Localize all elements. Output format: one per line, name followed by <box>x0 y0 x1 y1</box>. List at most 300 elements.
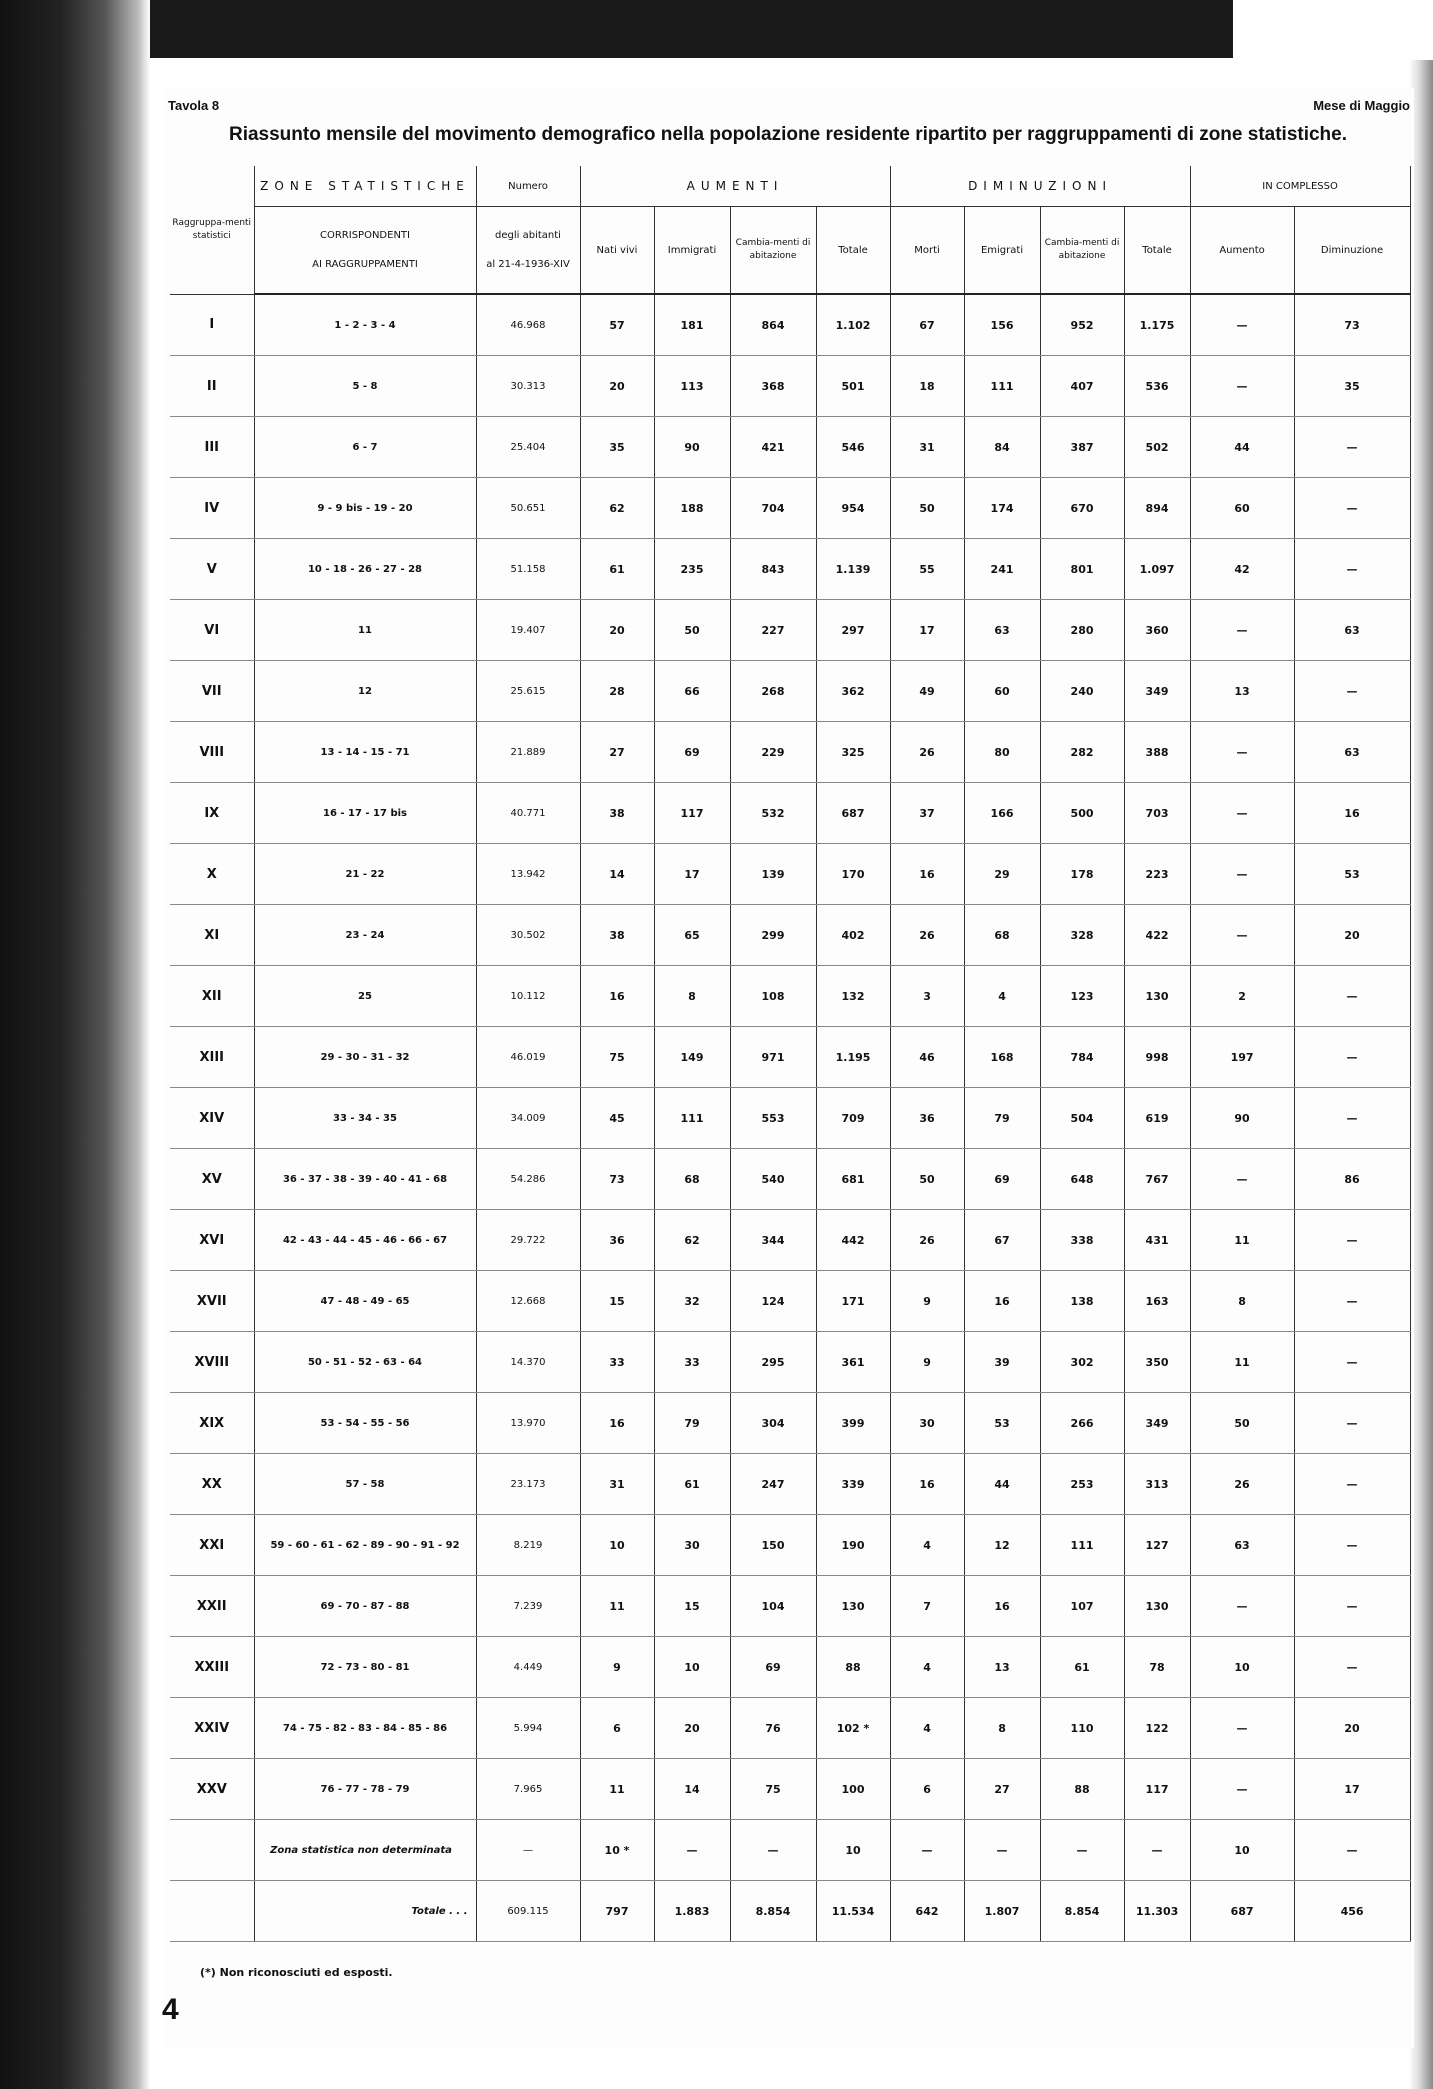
cell-row-label: VIII <box>170 722 254 783</box>
cell-immigrati: — <box>654 1820 730 1881</box>
table-row <box>170 783 1410 844</box>
cell-totale-aumenti: 442 <box>816 1210 890 1271</box>
cell-aumento: 10 <box>1190 1820 1294 1881</box>
cell-population: 12.668 <box>476 1271 580 1332</box>
cell-totale-aumenti: 709 <box>816 1088 890 1149</box>
cell-immigrati: 68 <box>654 1149 730 1210</box>
cell-aumento: — <box>1190 1698 1294 1759</box>
table-row <box>170 1027 1410 1088</box>
cell-population: 50.651 <box>476 478 580 539</box>
cell-emigrati: 13 <box>964 1637 1040 1698</box>
cell-immigrati: 69 <box>654 722 730 783</box>
cell-morti: 642 <box>890 1881 964 1942</box>
cell-totale-aumenti: 954 <box>816 478 890 539</box>
table-row <box>170 1454 1410 1515</box>
cell-row-label: XVI <box>170 1210 254 1271</box>
cell-totale-aumenti: 402 <box>816 905 890 966</box>
cell-immigrati: 1.883 <box>654 1881 730 1942</box>
cell-diminuzione: — <box>1294 417 1410 478</box>
cell-cambi-aumenti: 124 <box>730 1271 816 1332</box>
cell-cambi-aumenti: 150 <box>730 1515 816 1576</box>
cell-zone-list: 72 - 73 - 80 - 81 <box>254 1637 476 1698</box>
document-page <box>162 88 1414 2048</box>
cell-morti: — <box>890 1820 964 1881</box>
cell-morti: 67 <box>890 294 964 356</box>
cell-diminuzione: — <box>1294 1271 1410 1332</box>
cell-immigrati: 15 <box>654 1576 730 1637</box>
scan-paper-corner <box>1233 0 1433 100</box>
col-zone-bc <box>254 207 476 295</box>
cell-zone-list: 74 - 75 - 82 - 83 - 84 - 85 - 86 <box>254 1698 476 1759</box>
cell-cambi-aumenti: 344 <box>730 1210 816 1271</box>
cell-immigrati: 32 <box>654 1271 730 1332</box>
cell-totale-aumenti: 102 * <box>816 1698 890 1759</box>
cell-totale-aumenti: 10 <box>816 1820 890 1881</box>
cell-morti: 26 <box>890 905 964 966</box>
cell-totale-diminuzioni: 122 <box>1124 1698 1190 1759</box>
cell-population: 19.407 <box>476 600 580 661</box>
col-zone-b: CORRISPONDENTI <box>320 230 410 241</box>
group-diminuzioni: DIMINUZIONI <box>890 166 1190 207</box>
cell-row-label: XXIV <box>170 1698 254 1759</box>
cell-row-label: I <box>170 294 254 356</box>
cell-morti: 18 <box>890 356 964 417</box>
cell-morti: 46 <box>890 1027 964 1088</box>
table-row <box>170 1332 1410 1393</box>
cell-emigrati: 80 <box>964 722 1040 783</box>
cell-totale-diminuzioni: 619 <box>1124 1088 1190 1149</box>
cell-aumento: 90 <box>1190 1088 1294 1149</box>
cell-row-label: XVIII <box>170 1332 254 1393</box>
cell-emigrati: 39 <box>964 1332 1040 1393</box>
cell-totale-aumenti: 546 <box>816 417 890 478</box>
cell-aumento: — <box>1190 356 1294 417</box>
cell-diminuzione: — <box>1294 1454 1410 1515</box>
table-row <box>170 1088 1410 1149</box>
cell-cambi-diminuzioni: 282 <box>1040 722 1124 783</box>
cell-immigrati: 111 <box>654 1088 730 1149</box>
table-row <box>170 417 1410 478</box>
cell-morti: 50 <box>890 1149 964 1210</box>
cell-totale-diminuzioni: 703 <box>1124 783 1190 844</box>
cell-cambi-aumenti: 971 <box>730 1027 816 1088</box>
cell-immigrati: 61 <box>654 1454 730 1515</box>
scan-border-left <box>0 0 150 2089</box>
cell-cambi-diminuzioni: 110 <box>1040 1698 1124 1759</box>
cell-zone-list: 1 - 2 - 3 - 4 <box>254 294 476 356</box>
cell-aumento: — <box>1190 844 1294 905</box>
cell-zone-list: 5 - 8 <box>254 356 476 417</box>
cell-row-label: XXI <box>170 1515 254 1576</box>
cell-nati-vivi: 20 <box>580 356 654 417</box>
cell-zone-list: 13 - 14 - 15 - 71 <box>254 722 476 783</box>
cell-aumento: — <box>1190 600 1294 661</box>
table-row <box>170 600 1410 661</box>
col-morti: Morti <box>890 207 964 295</box>
cell-diminuzione: — <box>1294 1576 1410 1637</box>
cell-nati-vivi: 33 <box>580 1332 654 1393</box>
cell-cambi-diminuzioni: 328 <box>1040 905 1124 966</box>
cell-aumento: — <box>1190 294 1294 356</box>
cell-totale-aumenti: 11.534 <box>816 1881 890 1942</box>
table-row <box>170 1515 1410 1576</box>
cell-cambi-diminuzioni: 107 <box>1040 1576 1124 1637</box>
cell-row-label: XXII <box>170 1576 254 1637</box>
cell-diminuzione: 20 <box>1294 905 1410 966</box>
cell-nati-vivi: 10 <box>580 1515 654 1576</box>
cell-cambi-diminuzioni: 648 <box>1040 1149 1124 1210</box>
cell-population: 46.968 <box>476 294 580 356</box>
table-row <box>170 905 1410 966</box>
cell-nati-vivi: 45 <box>580 1088 654 1149</box>
cell-nati-vivi: 797 <box>580 1881 654 1942</box>
col-numero-a: Numero <box>476 166 580 207</box>
cell-row-label: X <box>170 844 254 905</box>
col-aumento: Aumento <box>1190 207 1294 295</box>
cell-population: 30.502 <box>476 905 580 966</box>
cell-cambi-aumenti: 704 <box>730 478 816 539</box>
cell-zone-list: 11 <box>254 600 476 661</box>
cell-cambi-diminuzioni: 302 <box>1040 1332 1124 1393</box>
cell-population: 14.370 <box>476 1332 580 1393</box>
cell-row-label: VII <box>170 661 254 722</box>
cell-population: 54.286 <box>476 1149 580 1210</box>
cell-diminuzione: — <box>1294 1515 1410 1576</box>
cell-cambi-aumenti: 69 <box>730 1637 816 1698</box>
cell-population: 34.009 <box>476 1088 580 1149</box>
month-label: Mese di Maggio <box>1313 98 1410 113</box>
cell-totale-aumenti: 1.195 <box>816 1027 890 1088</box>
cell-diminuzione: 456 <box>1294 1881 1410 1942</box>
cell-row-label: V <box>170 539 254 600</box>
col-cambi-a: Cambia-menti di abitazione <box>730 207 816 295</box>
cell-totale-diminuzioni: 78 <box>1124 1637 1190 1698</box>
cell-emigrati: 84 <box>964 417 1040 478</box>
cell-diminuzione: — <box>1294 1332 1410 1393</box>
table-row <box>170 1698 1410 1759</box>
cell-nati-vivi: 14 <box>580 844 654 905</box>
cell-zone-list: 50 - 51 - 52 - 63 - 64 <box>254 1332 476 1393</box>
cell-cambi-aumenti: 368 <box>730 356 816 417</box>
table-row <box>170 356 1410 417</box>
cell-immigrati: 149 <box>654 1027 730 1088</box>
cell-row-label: XIII <box>170 1027 254 1088</box>
demographic-table <box>170 166 1411 1942</box>
cell-cambi-aumenti: 8.854 <box>730 1881 816 1942</box>
cell-zone-list: 57 - 58 <box>254 1454 476 1515</box>
cell-nati-vivi: 73 <box>580 1149 654 1210</box>
footnote: (*) Non riconosciuti ed esposti. <box>200 1966 393 1979</box>
cell-emigrati: 241 <box>964 539 1040 600</box>
cell-zone-list: Totale . . . <box>254 1881 476 1942</box>
cell-cambi-aumenti: 295 <box>730 1332 816 1393</box>
cell-totale-diminuzioni: 536 <box>1124 356 1190 417</box>
cell-aumento: — <box>1190 1149 1294 1210</box>
cell-emigrati: 16 <box>964 1576 1040 1637</box>
cell-aumento: 63 <box>1190 1515 1294 1576</box>
cell-emigrati: 174 <box>964 478 1040 539</box>
cell-diminuzione: 73 <box>1294 294 1410 356</box>
cell-aumento: 687 <box>1190 1881 1294 1942</box>
cell-cambi-diminuzioni: 504 <box>1040 1088 1124 1149</box>
cell-cambi-diminuzioni: 500 <box>1040 783 1124 844</box>
cell-diminuzione: — <box>1294 1210 1410 1271</box>
cell-totale-diminuzioni: 360 <box>1124 600 1190 661</box>
table-number: Tavola 8 <box>168 98 220 113</box>
cell-aumento: 50 <box>1190 1393 1294 1454</box>
cell-row-label: XI <box>170 905 254 966</box>
cell-zone-list: 59 - 60 - 61 - 62 - 89 - 90 - 91 - 92 <box>254 1515 476 1576</box>
cell-emigrati: 53 <box>964 1393 1040 1454</box>
cell-totale-aumenti: 1.102 <box>816 294 890 356</box>
cell-row-label <box>170 1820 254 1881</box>
cell-zone-list: 36 - 37 - 38 - 39 - 40 - 41 - 68 <box>254 1149 476 1210</box>
col-immigrati: Immigrati <box>654 207 730 295</box>
cell-totale-diminuzioni: 130 <box>1124 1576 1190 1637</box>
cell-nati-vivi: 11 <box>580 1759 654 1820</box>
cell-immigrati: 14 <box>654 1759 730 1820</box>
cell-emigrati: 16 <box>964 1271 1040 1332</box>
cell-emigrati: 63 <box>964 600 1040 661</box>
cell-diminuzione: 20 <box>1294 1698 1410 1759</box>
cell-morti: 37 <box>890 783 964 844</box>
cell-immigrati: 33 <box>654 1332 730 1393</box>
cell-emigrati: 68 <box>964 905 1040 966</box>
cell-nati-vivi: 10 * <box>580 1820 654 1881</box>
table-row <box>170 722 1410 783</box>
cell-diminuzione: 63 <box>1294 722 1410 783</box>
cell-cambi-diminuzioni: 111 <box>1040 1515 1124 1576</box>
cell-diminuzione: — <box>1294 1027 1410 1088</box>
cell-totale-diminuzioni: 502 <box>1124 417 1190 478</box>
cell-row-label: II <box>170 356 254 417</box>
group-aumenti: AUMENTI <box>580 166 890 207</box>
table-row <box>170 1271 1410 1332</box>
cell-totale-diminuzioni: 998 <box>1124 1027 1190 1088</box>
cell-population: 7.965 <box>476 1759 580 1820</box>
cell-emigrati: 60 <box>964 661 1040 722</box>
cell-emigrati: 168 <box>964 1027 1040 1088</box>
cell-zone-list: 6 - 7 <box>254 417 476 478</box>
cell-row-label: XII <box>170 966 254 1027</box>
cell-totale-diminuzioni: 11.303 <box>1124 1881 1190 1942</box>
col-diminuzione: Diminuzione <box>1294 207 1410 295</box>
cell-cambi-aumenti: 864 <box>730 294 816 356</box>
cell-row-label: XXV <box>170 1759 254 1820</box>
cell-cambi-diminuzioni: 88 <box>1040 1759 1124 1820</box>
cell-morti: 55 <box>890 539 964 600</box>
cell-diminuzione: — <box>1294 1820 1410 1881</box>
cell-row-label: XV <box>170 1149 254 1210</box>
cell-nati-vivi: 38 <box>580 905 654 966</box>
cell-zone-list: 21 - 22 <box>254 844 476 905</box>
cell-row-label: XXIII <box>170 1637 254 1698</box>
cell-morti: 50 <box>890 478 964 539</box>
cell-emigrati: 1.807 <box>964 1881 1040 1942</box>
cell-cambi-aumenti: 104 <box>730 1576 816 1637</box>
cell-morti: 6 <box>890 1759 964 1820</box>
col-totale-d: Totale <box>1124 207 1190 295</box>
cell-diminuzione: 86 <box>1294 1149 1410 1210</box>
cell-cambi-aumenti: 268 <box>730 661 816 722</box>
cell-nati-vivi: 28 <box>580 661 654 722</box>
table-row <box>170 1393 1410 1454</box>
cell-totale-diminuzioni: 388 <box>1124 722 1190 783</box>
cell-immigrati: 188 <box>654 478 730 539</box>
cell-emigrati: 4 <box>964 966 1040 1027</box>
cell-immigrati: 235 <box>654 539 730 600</box>
cell-cambi-diminuzioni: 952 <box>1040 294 1124 356</box>
cell-population: 8.219 <box>476 1515 580 1576</box>
cell-emigrati: 156 <box>964 294 1040 356</box>
cell-totale-diminuzioni: 223 <box>1124 844 1190 905</box>
cell-cambi-diminuzioni: 138 <box>1040 1271 1124 1332</box>
cell-aumento: 2 <box>1190 966 1294 1027</box>
cell-totale-aumenti: 1.139 <box>816 539 890 600</box>
cell-emigrati: 8 <box>964 1698 1040 1759</box>
cell-emigrati: 44 <box>964 1454 1040 1515</box>
cell-nati-vivi: 35 <box>580 417 654 478</box>
cell-totale-aumenti: 297 <box>816 600 890 661</box>
cell-totale-diminuzioni: 894 <box>1124 478 1190 539</box>
cell-cambi-diminuzioni: 407 <box>1040 356 1124 417</box>
cell-row-label: III <box>170 417 254 478</box>
cell-zone-list: 25 <box>254 966 476 1027</box>
cell-nati-vivi: 11 <box>580 1576 654 1637</box>
cell-aumento: — <box>1190 905 1294 966</box>
table-row <box>170 1759 1410 1820</box>
cell-emigrati: 67 <box>964 1210 1040 1271</box>
cell-population: 23.173 <box>476 1454 580 1515</box>
cell-totale-aumenti: 361 <box>816 1332 890 1393</box>
cell-immigrati: 62 <box>654 1210 730 1271</box>
cell-population: 13.942 <box>476 844 580 905</box>
scan-border-top <box>0 0 1433 58</box>
col-zone-a: ZONE STATISTICHE <box>254 166 476 207</box>
cell-row-label <box>170 1881 254 1942</box>
cell-cambi-diminuzioni: 801 <box>1040 539 1124 600</box>
cell-aumento: — <box>1190 1759 1294 1820</box>
col-emigrati: Emigrati <box>964 207 1040 295</box>
cell-diminuzione: — <box>1294 1393 1410 1454</box>
col-totale-a: Totale <box>816 207 890 295</box>
cell-population: 29.722 <box>476 1210 580 1271</box>
cell-diminuzione: — <box>1294 1637 1410 1698</box>
cell-cambi-aumenti: 421 <box>730 417 816 478</box>
col-cambi-d: Cambia-menti di abitazione <box>1040 207 1124 295</box>
table-row <box>170 1637 1410 1698</box>
cell-morti: 26 <box>890 1210 964 1271</box>
cell-immigrati: 66 <box>654 661 730 722</box>
cell-aumento: 13 <box>1190 661 1294 722</box>
cell-nati-vivi: 16 <box>580 966 654 1027</box>
cell-cambi-aumenti: 304 <box>730 1393 816 1454</box>
cell-population: 46.019 <box>476 1027 580 1088</box>
cell-row-label: XIV <box>170 1088 254 1149</box>
cell-aumento: 11 <box>1190 1332 1294 1393</box>
cell-immigrati: 65 <box>654 905 730 966</box>
page-number: 4 <box>162 1993 179 2026</box>
cell-population: 30.313 <box>476 356 580 417</box>
cell-totale-aumenti: 100 <box>816 1759 890 1820</box>
cell-cambi-diminuzioni: 784 <box>1040 1027 1124 1088</box>
cell-cambi-aumenti: — <box>730 1820 816 1881</box>
cell-totale-aumenti: 501 <box>816 356 890 417</box>
cell-diminuzione: — <box>1294 661 1410 722</box>
cell-population: — <box>476 1820 580 1881</box>
col-numero-c: al 21-4-1936-XIV <box>486 259 570 270</box>
cell-totale-diminuzioni: 350 <box>1124 1332 1190 1393</box>
cell-cambi-aumenti: 76 <box>730 1698 816 1759</box>
cell-cambi-diminuzioni: 280 <box>1040 600 1124 661</box>
cell-population: 5.994 <box>476 1698 580 1759</box>
cell-emigrati: 111 <box>964 356 1040 417</box>
cell-totale-aumenti: 687 <box>816 783 890 844</box>
cell-nati-vivi: 27 <box>580 722 654 783</box>
cell-totale-aumenti: 88 <box>816 1637 890 1698</box>
cell-totale-diminuzioni: 127 <box>1124 1515 1190 1576</box>
cell-emigrati: 166 <box>964 783 1040 844</box>
cell-emigrati: 69 <box>964 1149 1040 1210</box>
cell-morti: 16 <box>890 844 964 905</box>
cell-population: 609.115 <box>476 1881 580 1942</box>
cell-totale-diminuzioni: 117 <box>1124 1759 1190 1820</box>
cell-zone-list: 23 - 24 <box>254 905 476 966</box>
cell-immigrati: 20 <box>654 1698 730 1759</box>
cell-diminuzione: 53 <box>1294 844 1410 905</box>
cell-totale-aumenti: 170 <box>816 844 890 905</box>
cell-row-label: IX <box>170 783 254 844</box>
table-row <box>170 1881 1410 1942</box>
cell-aumento: 197 <box>1190 1027 1294 1088</box>
cell-immigrati: 79 <box>654 1393 730 1454</box>
cell-totale-diminuzioni: 422 <box>1124 905 1190 966</box>
table-row <box>170 661 1410 722</box>
cell-emigrati: 29 <box>964 844 1040 905</box>
cell-row-label: XIX <box>170 1393 254 1454</box>
cell-totale-aumenti: 171 <box>816 1271 890 1332</box>
table-body <box>170 294 1410 1942</box>
cell-totale-diminuzioni: 163 <box>1124 1271 1190 1332</box>
cell-immigrati: 30 <box>654 1515 730 1576</box>
cell-zone-list: 10 - 18 - 26 - 27 - 28 <box>254 539 476 600</box>
cell-nati-vivi: 16 <box>580 1393 654 1454</box>
cell-cambi-aumenti: 139 <box>730 844 816 905</box>
cell-cambi-diminuzioni: 178 <box>1040 844 1124 905</box>
cell-nati-vivi: 15 <box>580 1271 654 1332</box>
cell-aumento: 10 <box>1190 1637 1294 1698</box>
cell-nati-vivi: 20 <box>580 600 654 661</box>
cell-morti: 36 <box>890 1088 964 1149</box>
table-row <box>170 294 1410 356</box>
cell-population: 13.970 <box>476 1393 580 1454</box>
cell-cambi-aumenti: 540 <box>730 1149 816 1210</box>
cell-cambi-diminuzioni: 338 <box>1040 1210 1124 1271</box>
table-row <box>170 844 1410 905</box>
cell-totale-diminuzioni: 349 <box>1124 1393 1190 1454</box>
cell-totale-aumenti: 399 <box>816 1393 890 1454</box>
cell-diminuzione: — <box>1294 1088 1410 1149</box>
cell-aumento: 42 <box>1190 539 1294 600</box>
cell-row-label: XX <box>170 1454 254 1515</box>
cell-aumento: 26 <box>1190 1454 1294 1515</box>
cell-aumento: 44 <box>1190 417 1294 478</box>
cell-immigrati: 113 <box>654 356 730 417</box>
cell-immigrati: 90 <box>654 417 730 478</box>
cell-emigrati: 79 <box>964 1088 1040 1149</box>
cell-cambi-diminuzioni: 266 <box>1040 1393 1124 1454</box>
cell-cambi-aumenti: 247 <box>730 1454 816 1515</box>
